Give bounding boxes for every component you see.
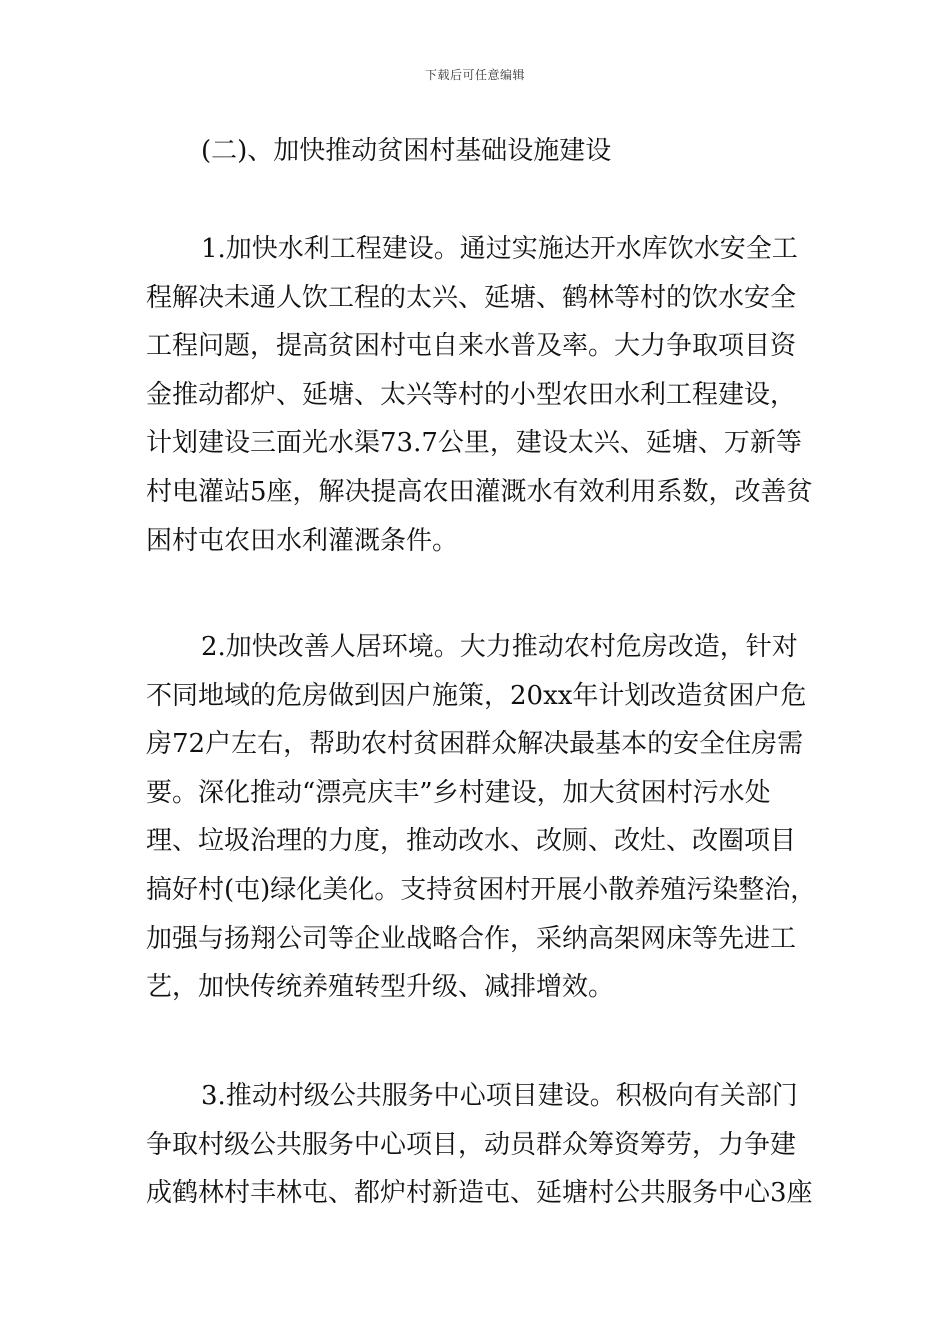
paragraph-line: 房72户左右，帮助农村贫困群众解决最基本的安全住房需 xyxy=(146,729,804,760)
paragraph-line: 程解决未通人饮工程的太兴、延塘、鹤林等村的饮水安全 xyxy=(146,282,797,313)
paragraph-living-environment xyxy=(146,623,826,1012)
paragraph-line: 工程问题，提高贫困村屯自来水普及率。大力争取项目资 xyxy=(146,331,797,362)
paragraph-line: 艺，加快传统养殖转型升级、减排增效。 xyxy=(146,972,615,1003)
section-heading: (二)、加快推动贫困村基础设施建设 xyxy=(201,136,612,166)
paragraph-line: 加强与扬翔公司等企业战略合作，采纳高架网床等先进工 xyxy=(146,923,797,954)
paragraph-line: 困村屯农田水利灌溉条件。 xyxy=(146,525,459,556)
paragraph-line: 1.加快水利工程建设。通过实施达开水库饮水安全工 xyxy=(201,234,798,264)
paragraph-line: 计划建设三面光水渠73.7公里，建设太兴、延塘、万新等 xyxy=(146,428,802,459)
paragraph-line: 理、垃圾治理的力度，推动改水、改厕、改灶、改圈项目 xyxy=(146,826,797,857)
paragraph-line: 金推动都炉、延塘、太兴等村的小型农田水利工程建设， xyxy=(146,379,797,410)
paragraph-line: 2.加快改善人居环境。大力推动农村危房改造，针对 xyxy=(201,632,798,662)
paragraph-public-service-center xyxy=(146,1072,826,1218)
paragraph-line: 争取村级公共服务中心项目，动员群众筹资筹劳，力争建 xyxy=(146,1129,797,1160)
paragraph-line: 要。深化推动“漂亮庆丰”乡村建设，加大贫困村污水处 xyxy=(146,777,771,808)
paragraph-line: 村电灌站5座，解决提高农田灌溉水有效利用系数，改善贫 xyxy=(146,476,813,507)
paragraph-water-conservancy xyxy=(146,225,826,565)
paragraph-line: 3.推动村级公共服务中心项目建设。积极向有关部门 xyxy=(201,1081,798,1111)
paragraph-line: 搞好村(屯)绿化美化。支持贫困村开展小散养殖污染整治， xyxy=(146,874,817,905)
header-note: 下载后可任意编辑 xyxy=(424,68,525,82)
paragraph-line: 不同地域的危房做到因户施策，20xx年计划改造贫困户危 xyxy=(146,680,807,711)
paragraph-line: 成鹤林村丰林屯、都炉村新造屯、延塘村公共服务中心3座 xyxy=(146,1178,813,1209)
